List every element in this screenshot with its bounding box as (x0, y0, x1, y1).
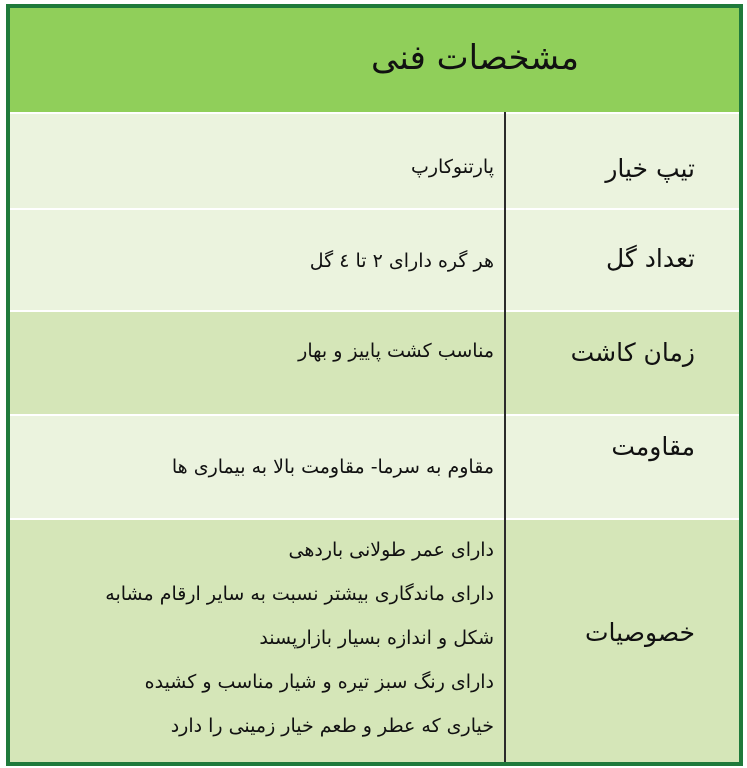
feature-item: دارای رنگ سبز تیره و شیار مناسب و کشیده (144, 671, 494, 693)
spec-label: خصوصیات (585, 618, 695, 647)
spec-row-features (10, 520, 739, 762)
features-list (105, 528, 494, 748)
table-title: مشخصات فنی (370, 38, 579, 78)
spec-value: هر گره دارای ۲ تا ٤ گل (309, 250, 494, 272)
table-header (10, 8, 739, 114)
feature-item: شکل و اندازه بسیار بازارپسند (259, 627, 494, 649)
spec-value: پارتنوکارپ (411, 156, 494, 178)
spec-value: مقاوم به سرما- مقاومت بالا به بیماری ها (171, 456, 494, 478)
column-divider (504, 112, 506, 762)
spec-row-planting-time (10, 312, 739, 416)
spec-row-resistance (10, 416, 739, 520)
spec-label: مقاومت (611, 432, 695, 461)
spec-label: زمان کاشت (570, 338, 695, 367)
feature-item: دارای ماندگاری بیشتر نسبت به سایر ارقام مشابه (105, 583, 494, 605)
spec-label: تیپ خیار (605, 154, 695, 183)
spec-value: مناسب کشت پاییز و بهار (298, 340, 494, 362)
feature-item: دارای عمر طولانی باردهی (288, 539, 494, 561)
feature-item: خیاری که عطر و طعم خیار زمینی را دارد (170, 715, 494, 737)
spec-row-cucumber-type (10, 114, 739, 210)
spec-row-flower-count (10, 210, 739, 312)
spec-table (6, 4, 743, 766)
spec-label: تعداد گل (605, 244, 695, 273)
